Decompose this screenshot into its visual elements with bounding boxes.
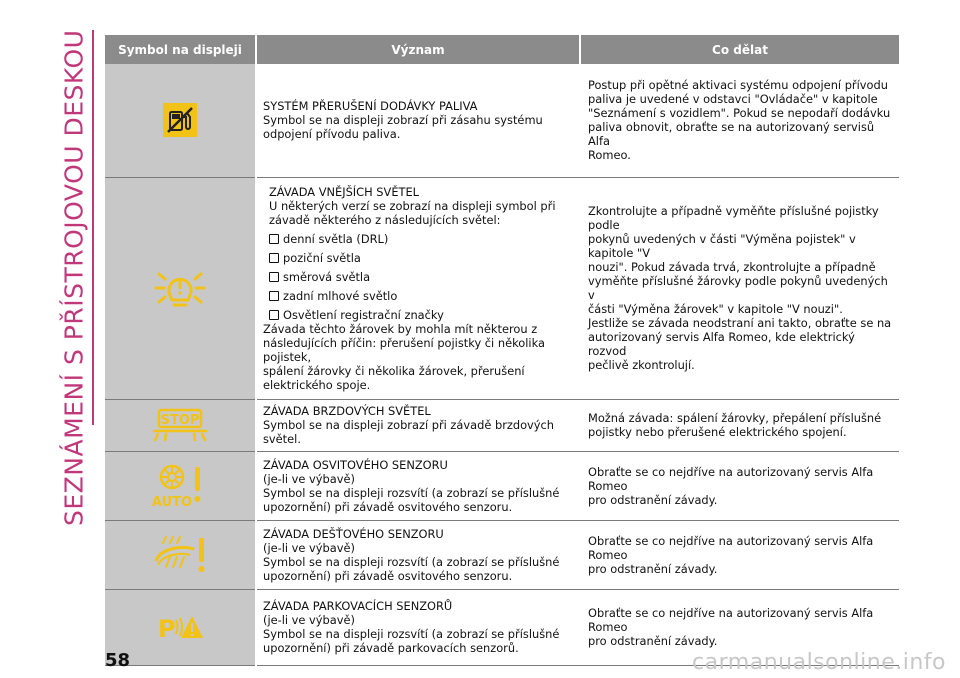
meaning-line: Symbol se na displeji rozsvítí (a zobrazí se příslušné — [263, 627, 560, 641]
action-line: pro odstranění závady. — [588, 561, 718, 576]
meaning-line: Symbol se na displeji rozsvítí (a zobrazí se příslušné — [263, 554, 560, 569]
meaning-line: spálení žárovky či několika žárovek, přerušení — [263, 363, 525, 378]
list-item — [269, 289, 577, 303]
action-line: Obraťte se co nejdříve na autorizovaný servis Alfa Romeo — [588, 606, 874, 634]
list-item-label: Osvětlení registrační značky — [283, 307, 444, 322]
stop-text: STOP — [160, 413, 200, 428]
light-sensor-fault-icon — [150, 478, 210, 510]
meaning-line: (je-li ve výbavě) — [263, 613, 355, 627]
meaning-line: (je-li ve výbavě) — [263, 540, 355, 555]
symbol-cell — [105, 64, 256, 177]
action-line: pro odstranění závady. — [588, 492, 718, 507]
meaning-cell — [256, 399, 580, 451]
action-line: pečlivě zkontrolují. — [588, 358, 695, 372]
page-number: 58 — [105, 650, 131, 671]
symbol-cell — [105, 451, 256, 520]
side-chapter-title: SEZNÁMENÍ S PŘÍSTROJOVOU DESKOU — [59, 30, 89, 527]
action-line: části "Výměna žárovek" v kapitole "V nouzi". — [588, 302, 843, 316]
meaning-line: ZÁVADA DEŠŤOVÉHO SENZORU — [263, 526, 444, 541]
meaning-cell — [256, 589, 580, 665]
meaning-line: elektrického spoje. — [263, 377, 371, 392]
action-line: nouzi". Pokud závada trvá, zkontrolujte a případně — [588, 260, 876, 274]
action-line: paliva je uvedené v odstavci "Ovládače" v kapitole — [588, 92, 878, 107]
header-action: Co dělat — [580, 35, 899, 64]
svg-text:P: P — [158, 615, 176, 642]
table-row — [105, 520, 899, 589]
meaning-line: ZÁVADA BRZDOVÝCH SVĚTEL — [263, 404, 431, 418]
action-line: paliva obnovit, obraťte se na autorizovaný servisů Alfa — [588, 120, 875, 149]
warning-symbols-table — [105, 35, 899, 666]
meaning-line: odpojení přívodu paliva. — [263, 127, 401, 142]
action-line: pro odstranění závady. — [588, 634, 718, 648]
meaning-line: (je-li ve výbavě) — [263, 471, 355, 486]
table-row — [105, 64, 899, 177]
bullet-box-icon — [269, 291, 279, 301]
meaning-line: ZÁVADA OSVITOVÉHO SENZORU — [263, 457, 448, 472]
table-row — [105, 451, 899, 520]
meaning-line: upozornění) při závadě osvitového senzoru. — [263, 568, 513, 583]
meaning-line: Symbol se na displeji zobrazí při zásahu systému — [263, 113, 543, 128]
action-line: "Seznámení s vozidlem". Pokud se nepodaří dodávku — [588, 106, 891, 121]
side-divider-line — [92, 30, 94, 425]
bullet-box-icon — [269, 234, 279, 244]
action-line: vyměňte příslušné žárovky podle pokynů uvedených v — [588, 274, 888, 302]
symbol-cell — [105, 520, 256, 589]
meaning-line: upozornění) při závadě osvitového senzoru. — [263, 499, 513, 514]
meaning-cell — [256, 451, 580, 520]
list-item-label: směrová světla — [283, 269, 371, 284]
meaning-line: U některých verzí se zobrazí na displeji symbol při — [269, 198, 556, 213]
action-line: Zkontrolujte a případně vyměňte příslušné pojistky podle — [588, 204, 879, 232]
action-line: Možná závada: spálení žárovky, přepálení příslušné — [588, 411, 882, 425]
table-row — [105, 399, 899, 451]
action-line: Obraťte se co nejdříve na autorizovaný servis Alfa Romeo — [588, 533, 874, 562]
meaning-cell — [256, 177, 580, 399]
meaning-line: Symbol se na displeji rozsvítí (a zobrazí se příslušné — [263, 485, 560, 500]
meaning-cell — [256, 520, 580, 589]
brake-lights-fault-icon — [151, 413, 209, 432]
meaning-line: Symbol se na displeji zobrazí při závadě brzdových světel. — [263, 418, 555, 446]
header-meaning: Význam — [256, 35, 580, 64]
action-cell — [580, 399, 899, 451]
symbol-cell — [105, 177, 256, 399]
list-item — [269, 232, 577, 246]
action-line: pokynů uvedených v části "Výměna pojistek" v kapitole "V — [588, 232, 856, 260]
list-item-label: zadní mlhové světlo — [283, 288, 398, 303]
meaning-line: ZÁVADA PARKOVACÍCH SENZORŮ — [263, 599, 453, 613]
list-item — [269, 251, 577, 265]
parking-sensors-fault-icon — [156, 615, 204, 642]
list-item — [269, 308, 577, 322]
list-item-label: poziční světla — [283, 250, 361, 265]
action-cell — [580, 177, 899, 399]
exterior-lights-fault-icon — [153, 281, 207, 295]
symbol-cell — [105, 399, 256, 451]
action-line: pojistky nebo přerušené elektrického spojení. — [588, 425, 847, 439]
table-header-row — [105, 35, 899, 64]
action-line: Romeo. — [588, 148, 631, 163]
auto-text: AUTO — [151, 494, 193, 510]
action-cell — [580, 64, 899, 177]
action-line: Obraťte se co nejdříve na autorizovaný servis Alfa Romeo — [588, 464, 874, 493]
meaning-line: upozornění) při závadě parkovacích senzorů. — [263, 641, 519, 655]
meaning-line: ZÁVADA VNĚJŠÍCH SVĚTEL — [269, 184, 420, 199]
meaning-line: následujících příčin: přerušení pojistky či několika pojistek, — [263, 335, 545, 364]
meaning-cell — [256, 64, 580, 177]
meaning-line: závadě některého z následujících světel: — [269, 212, 501, 227]
list-item — [269, 270, 577, 284]
action-line: Jestliže se závada neodstraní ani takto, obraťte se na — [588, 316, 892, 330]
fuel-cutoff-icon — [163, 113, 197, 127]
rain-sensor-fault-icon — [150, 547, 210, 561]
bullet-box-icon — [269, 272, 279, 282]
bullet-box-icon — [269, 310, 279, 320]
watermark: carmanualsonline.info — [692, 650, 946, 675]
list-item-label: denní světla (DRL) — [283, 231, 389, 246]
action-line: Postup při opětné aktivaci systému odpojení přívodu — [588, 78, 888, 93]
table-row — [105, 177, 899, 399]
meaning-line: SYSTÉM PŘERUŠENÍ DODÁVKY PALIVA — [263, 99, 478, 114]
action-cell — [580, 451, 899, 520]
header-symbol: Symbol na displeji — [105, 35, 256, 64]
action-line: autorizovaný servis Alfa Romeo, kde elektrický rozvod — [588, 330, 855, 358]
meaning-line: Závada těchto žárovek by mohla mít některou z — [263, 321, 538, 336]
bullet-box-icon — [269, 253, 279, 263]
action-cell — [580, 520, 899, 589]
